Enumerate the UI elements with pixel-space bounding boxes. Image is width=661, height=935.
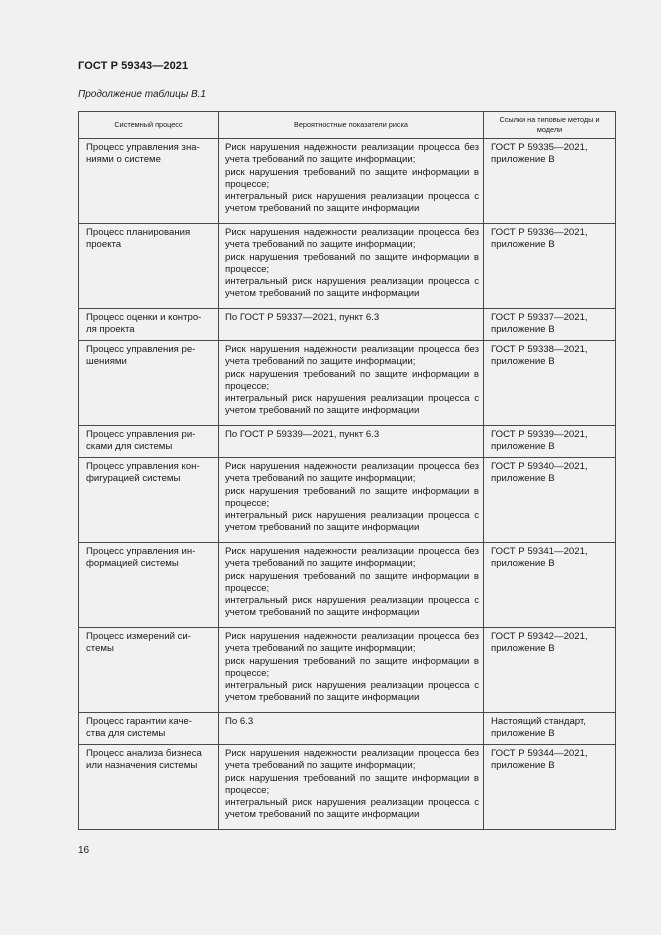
table-row xyxy=(79,713,616,745)
indicator-text: риск нарушения требований по защите информации в процессе; xyxy=(225,570,479,594)
process-cell xyxy=(79,341,219,426)
process-cell xyxy=(79,309,219,341)
reference-cell xyxy=(484,341,616,426)
indicators-cell xyxy=(219,426,484,458)
indicator-text: Риск нарушения надежности реализации процесса без учета требований по защите информации; xyxy=(225,748,479,772)
indicators-cell xyxy=(219,458,484,543)
indicator-text: интегральный риск нарушения реализации процесса с учетом требований по защите информации xyxy=(225,191,479,215)
process-name: Процесс анализа бизнеса или назначения системы xyxy=(86,748,202,772)
indicators-cell xyxy=(219,745,484,830)
reference-text: ГОСТ Р 59340—2021, приложение В xyxy=(491,461,588,485)
reference-text: ГОСТ Р 59344—2021, приложение В xyxy=(491,748,588,772)
column-header-process: Системный процесс xyxy=(79,112,219,139)
process-name: Процесс измерений си- стемы xyxy=(86,631,191,655)
reference-cell xyxy=(484,224,616,309)
indicator-text: интегральный риск нарушения реализации процесса с учетом требований по защите информации xyxy=(225,276,479,300)
indicator-text: Риск нарушения надежности реализации процесса без учета требований по защите информации; xyxy=(225,142,479,166)
table-row xyxy=(79,139,616,224)
process-name: Процесс управления ри- сками для системы xyxy=(86,429,196,453)
reference-text: ГОСТ Р 59338—2021, приложение В xyxy=(491,344,588,368)
process-name: Процесс управления кон- фигурацией системы xyxy=(86,461,200,485)
reference-text: ГОСТ Р 59341—2021, приложение В xyxy=(491,546,588,570)
process-name: Процесс планирования проекта xyxy=(86,227,191,251)
process-cell xyxy=(79,713,219,745)
reference-text: ГОСТ Р 59335—2021, приложение В xyxy=(491,142,588,166)
indicator-text: риск нарушения требований по защите информации в процессе; xyxy=(225,655,479,679)
table-row xyxy=(79,224,616,309)
indicator-text: Риск нарушения надежности реализации процесса без учета требований по защите информации; xyxy=(225,461,479,485)
reference-cell xyxy=(484,458,616,543)
indicator-text: риск нарушения требований по защите информации в процессе; xyxy=(225,166,479,190)
process-cell xyxy=(79,628,219,713)
table-row xyxy=(79,543,616,628)
table-header-row xyxy=(79,112,616,139)
process-cell xyxy=(79,426,219,458)
reference-text: ГОСТ Р 59336—2021, приложение В xyxy=(491,227,588,251)
indicators-cell xyxy=(219,341,484,426)
indicator-text: риск нарушения требований по защите информации в процессе; xyxy=(225,485,479,509)
indicator-text: риск нарушения требований по защите информации в процессе; xyxy=(225,251,479,275)
table-row xyxy=(79,745,616,830)
indicator-text: Риск нарушения надежности реализации процесса без учета требований по защите информации; xyxy=(225,631,479,655)
document-header: ГОСТ Р 59343—2021 xyxy=(78,60,189,72)
reference-text: ГОСТ Р 59337—2021, приложение В xyxy=(491,312,588,336)
indicators-cell xyxy=(219,224,484,309)
indicators-list xyxy=(219,341,483,420)
page-number: 16 xyxy=(78,845,90,856)
indicators-list xyxy=(219,458,483,537)
indicators-cell xyxy=(219,628,484,713)
indicators-list xyxy=(219,139,483,218)
table-row xyxy=(79,628,616,713)
risk-indicators-table xyxy=(78,111,616,830)
indicators-list xyxy=(219,224,483,303)
indicator-text: По 6.3 xyxy=(225,716,254,727)
reference-cell xyxy=(484,543,616,628)
reference-cell xyxy=(484,426,616,458)
table-caption: Продолжение таблицы В.1 xyxy=(78,89,206,100)
indicator-text: риск нарушения требований по защите информации в процессе; xyxy=(225,772,479,796)
indicators-list xyxy=(219,628,483,707)
column-header-references: Ссылки на типовые методы и модели xyxy=(484,112,616,139)
reference-cell xyxy=(484,139,616,224)
indicators-list xyxy=(219,745,483,824)
indicator-text: Риск нарушения надежности реализации процесса без учета требований по защите информации; xyxy=(225,546,479,570)
process-name: Процесс управления ин- формацией системы xyxy=(86,546,196,570)
indicator-text: интегральный риск нарушения реализации процесса с учетом требований по защите информации xyxy=(225,595,479,619)
table-row xyxy=(79,341,616,426)
indicators-cell xyxy=(219,713,484,745)
reference-cell xyxy=(484,628,616,713)
indicators-list xyxy=(219,426,483,443)
process-name: Процесс оценки и контро- ля проекта xyxy=(86,312,202,336)
process-name: Процесс управления ре- шениями xyxy=(86,344,196,368)
indicators-cell xyxy=(219,543,484,628)
indicator-text: Риск нарушения надежности реализации процесса без учета требований по защите информации; xyxy=(225,344,479,368)
process-cell xyxy=(79,543,219,628)
reference-cell xyxy=(484,713,616,745)
reference-text: ГОСТ Р 59339—2021, приложение В xyxy=(491,429,588,453)
table-row xyxy=(79,426,616,458)
reference-cell xyxy=(484,309,616,341)
indicator-text: По ГОСТ Р 59337—2021, пункт 6.3 xyxy=(225,312,380,323)
table-row xyxy=(79,458,616,543)
indicator-text: Риск нарушения надежности реализации процесса без учета требований по защите информации; xyxy=(225,227,479,251)
table-body xyxy=(79,139,616,830)
process-cell xyxy=(79,139,219,224)
indicators-list xyxy=(219,713,483,730)
table-row xyxy=(79,309,616,341)
process-name: Процесс управления зна- ниями о системе xyxy=(86,142,200,166)
reference-cell xyxy=(484,745,616,830)
indicator-text: интегральный риск нарушения реализации процесса с учетом требований по защите информации xyxy=(225,680,479,704)
indicators-list xyxy=(219,543,483,622)
process-name: Процесс гарантии каче- ства для системы xyxy=(86,716,192,740)
indicator-text: риск нарушения требований по защите информации в процессе; xyxy=(225,368,479,392)
process-cell xyxy=(79,745,219,830)
process-cell xyxy=(79,458,219,543)
indicator-text: интегральный риск нарушения реализации процесса с учетом требований по защите информации xyxy=(225,393,479,417)
reference-text: ГОСТ Р 59342—2021, приложение В xyxy=(491,631,588,655)
indicator-text: интегральный риск нарушения реализации процесса с учетом требований по защите информации xyxy=(225,510,479,534)
indicators-list xyxy=(219,309,483,326)
indicators-cell xyxy=(219,309,484,341)
indicator-text: По ГОСТ Р 59339—2021, пункт 6.3 xyxy=(225,429,380,440)
indicators-cell xyxy=(219,139,484,224)
column-header-indicators: Вероятностные показатели риска xyxy=(219,112,484,139)
reference-text: Настоящий стандарт, приложение В xyxy=(491,716,586,740)
process-cell xyxy=(79,224,219,309)
indicator-text: интегральный риск нарушения реализации процесса с учетом требований по защите информации xyxy=(225,797,479,821)
